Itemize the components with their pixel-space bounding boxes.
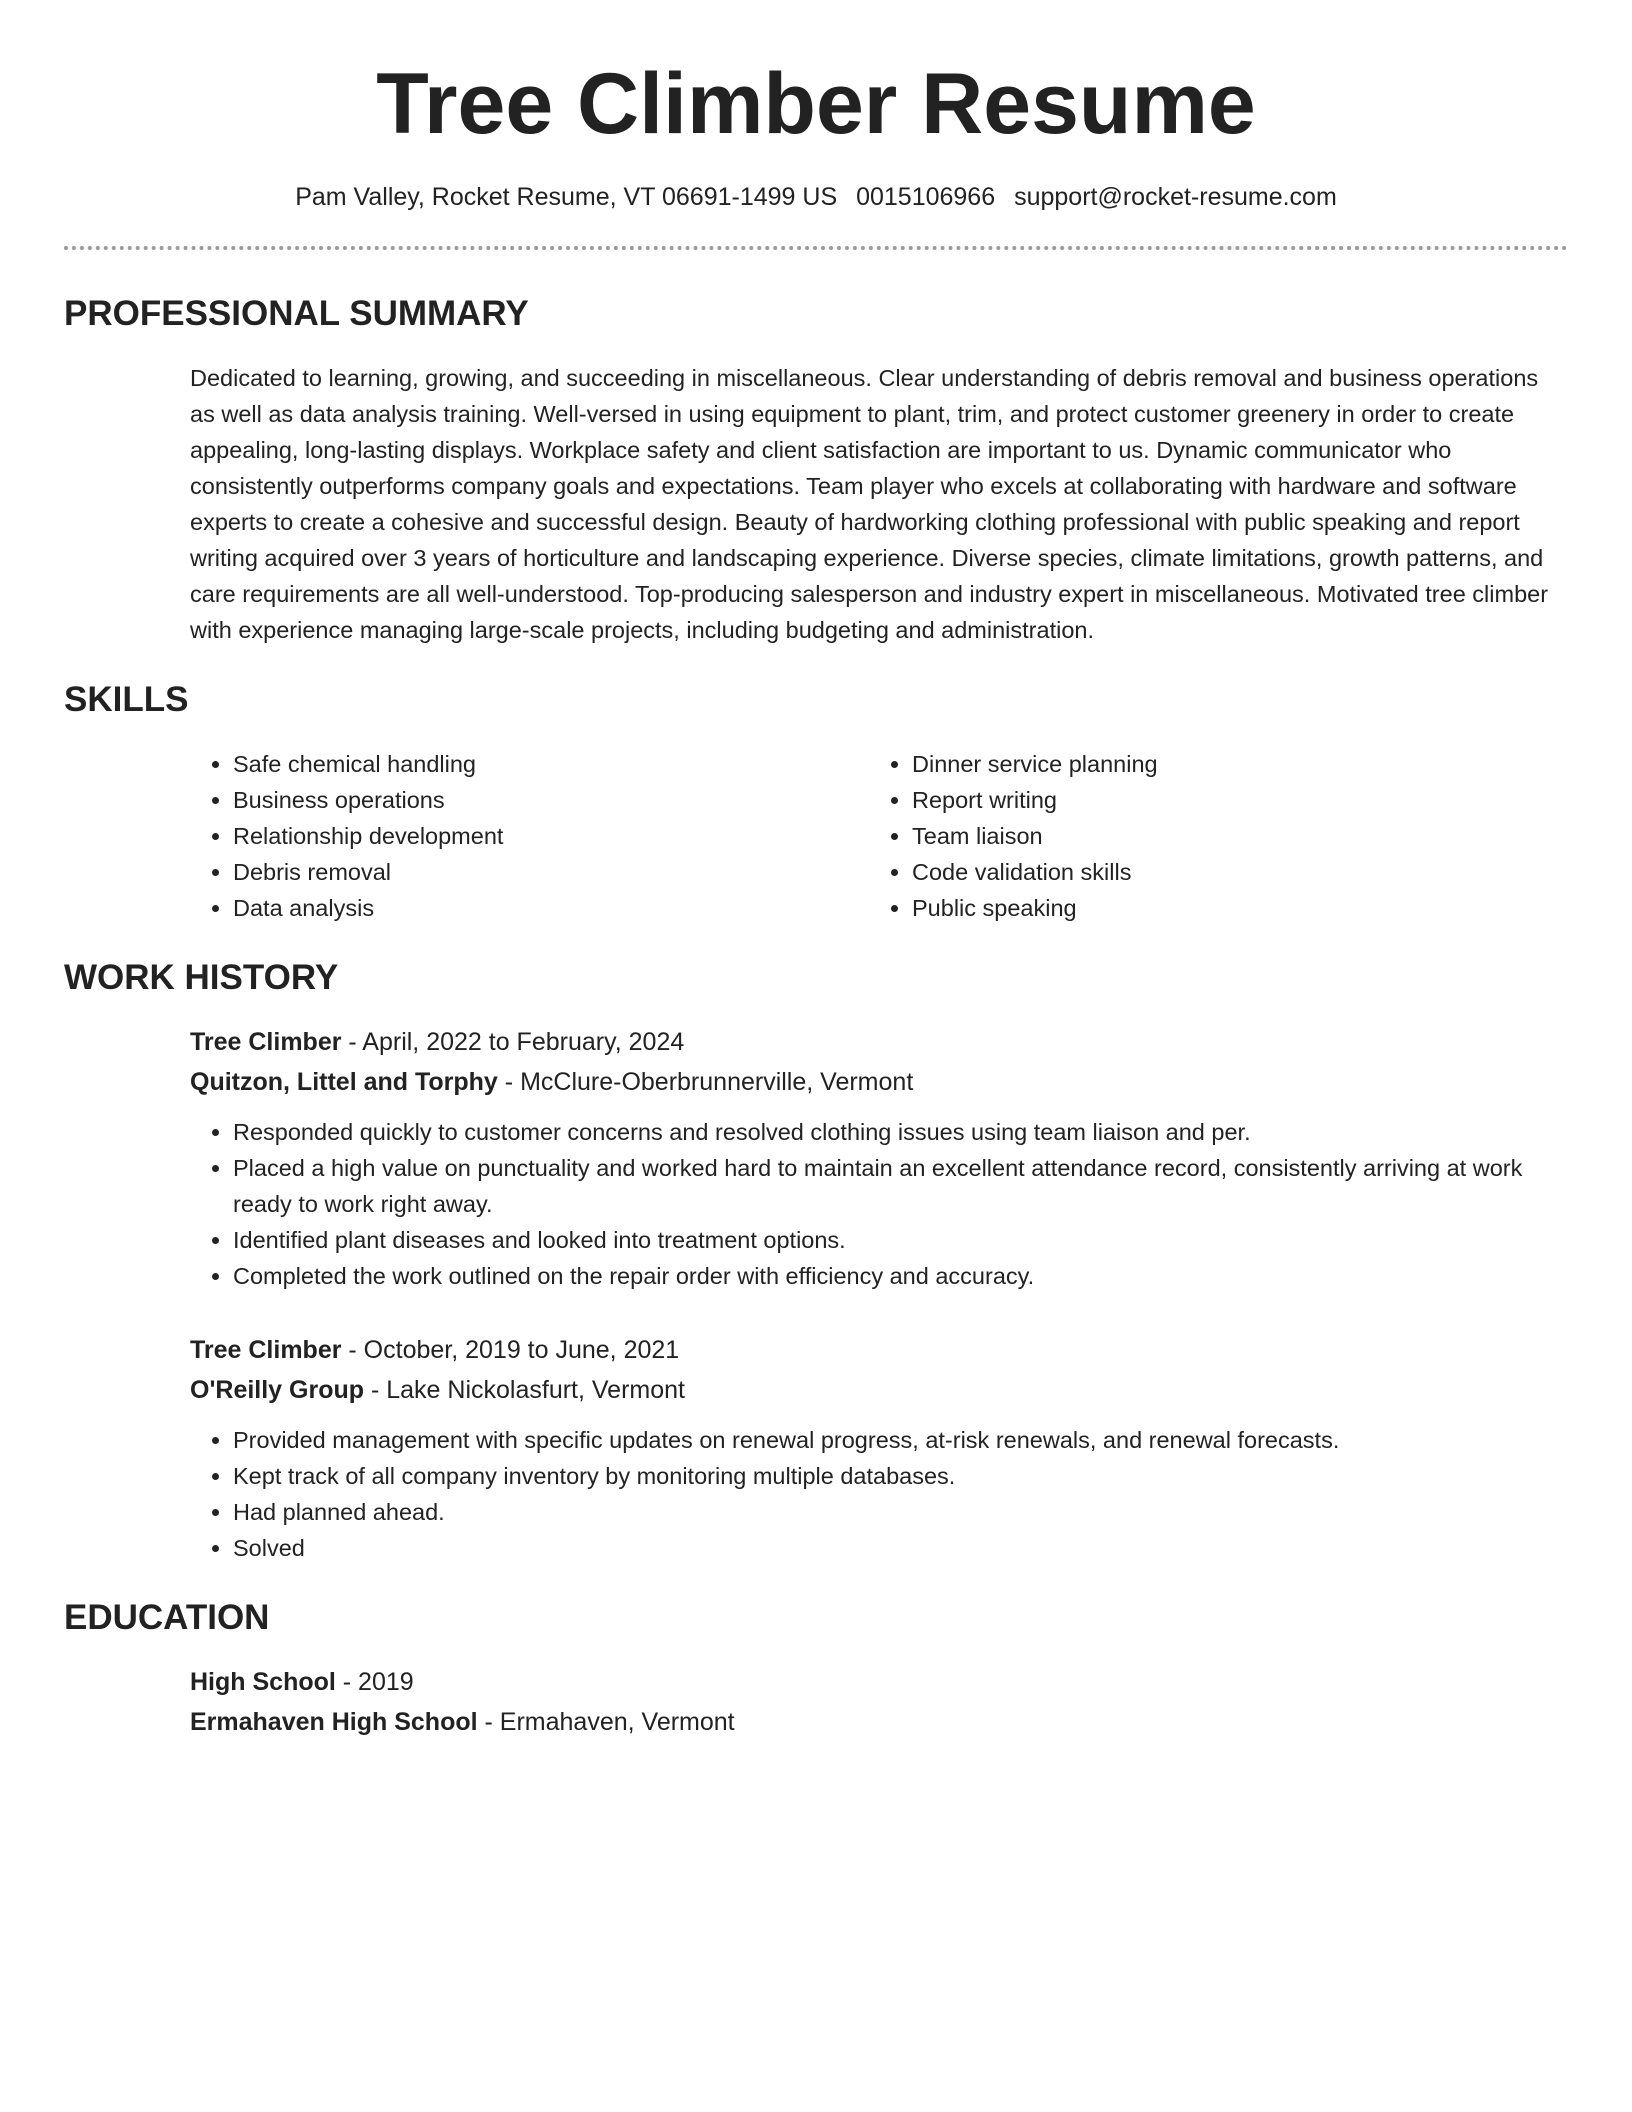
job-company-line [190,1062,1568,1102]
job-location: McClure-Oberbrunnerville, Vermont [520,1068,914,1096]
education-location: Ermahaven, Vermont [499,1708,735,1736]
job-bullet: • Completed the work outlined on the repair order with efficiency and accuracy. [233,1258,1568,1294]
contact-email: support@rocket-resume.com [1014,183,1337,211]
summary-text: Dedicated to learning, growing, and succeeding in miscellaneous. Clear understanding of debris removal and business operations as well as data analysis training. Well-versed in using equipment to plant, trim, and protect customer greenery in order to create appealing, long-lasting displays. Workplace safety and client satisfaction are important to us. Dynamic communicator who consistently outperforms company goals and expectations. Team player who excels at collaborating with hardware and software experts to create a cohesive and successful design. Beauty of hardworking clothing professional with public speaking and report writing acquired over 3 years of horticulture and landscaping experience. Diverse species, climate limitations, growth patterns, and care requirements are all well-understood. Top-producing salesperson and industry expert in miscellaneous. Motivated tree climber with experience managing large-scale projects, including budgeting and administration. [190,365,1549,643]
skill-item: • Code validation skills [912,854,1548,890]
education-degree: High School [190,1668,336,1696]
job-title: Tree Climber [190,1336,342,1364]
skill-item: • Team liaison [912,818,1548,854]
job-bullet: • Responded quickly to customer concerns and resolved clothing issues using team liaison and per. [233,1114,1568,1150]
separator: - [341,1336,364,1364]
header-divider [64,246,1568,250]
resume-page [64,0,1568,1742]
skills-left-list [190,746,869,926]
job-bullet: • Solved [233,1530,1568,1566]
job-company-line [190,1370,1568,1410]
job-dates: October, 2019 to June, 2021 [363,1336,680,1364]
education-heading: EDUCATION [64,1598,270,1637]
education-school: Ermahaven High School [190,1708,478,1736]
job-bullet: • Provided management with specific updates on renewal progress, at-risk renewals, and renewal forecasts. [233,1422,1568,1458]
skill-item: • Data analysis [233,890,869,926]
job-bullet: • Placed a high value on punctuality and worked hard to maintain an excellent attendance record, consistently arriving at work ready to work right away. [233,1150,1568,1222]
separator: - [477,1708,500,1736]
job-title-line [190,1022,1568,1062]
skills-grid [190,746,1568,926]
skills-heading: SKILLS [64,680,189,719]
skill-item: • Business operations [233,782,869,818]
skill-item: • Report writing [912,782,1548,818]
separator: - [364,1376,387,1404]
summary-heading: PROFESSIONAL SUMMARY [64,294,529,333]
education-degree-line [190,1662,1568,1702]
job-bullets [190,1422,1568,1566]
contact-line [64,180,1568,214]
skill-item: • Relationship development [233,818,869,854]
job-bullet: • Kept track of all company inventory by monitoring multiple databases. [233,1458,1568,1494]
skills-right-list [869,746,1548,926]
contact-phone: 0015106966 [856,183,996,211]
job-title: Tree Climber [190,1028,342,1056]
work-heading: WORK HISTORY [64,958,339,997]
job-title-line [190,1330,1568,1370]
skill-item: • Dinner service planning [912,746,1548,782]
job-bullet: • Had planned ahead. [233,1494,1568,1530]
job-bullet: • Identified plant diseases and looked into treatment options. [233,1222,1568,1258]
skill-item: • Public speaking [912,890,1548,926]
education-year: 2019 [358,1668,414,1696]
separator: - [497,1068,521,1096]
education-school-line [190,1702,1568,1742]
job-company: O'Reilly Group [190,1376,365,1404]
education-entry [190,1662,1568,1742]
summary-section [190,360,1568,648]
skill-item: • Debris removal [233,854,869,890]
separator: - [341,1028,363,1056]
job-entry [190,1330,1568,1566]
resume-title: Tree Climber Resume [376,56,1256,152]
job-entry [190,1022,1568,1294]
contact-address: Pam Valley, Rocket Resume, VT 06691-1499 US [295,183,838,211]
job-bullets [190,1114,1568,1294]
job-dates: April, 2022 to February, 2024 [362,1028,685,1056]
job-location: Lake Nickolasfurt, Vermont [386,1376,685,1404]
separator: - [335,1668,359,1696]
job-company: Quitzon, Littel and Torphy [190,1068,498,1096]
skill-item: • Safe chemical handling [233,746,869,782]
